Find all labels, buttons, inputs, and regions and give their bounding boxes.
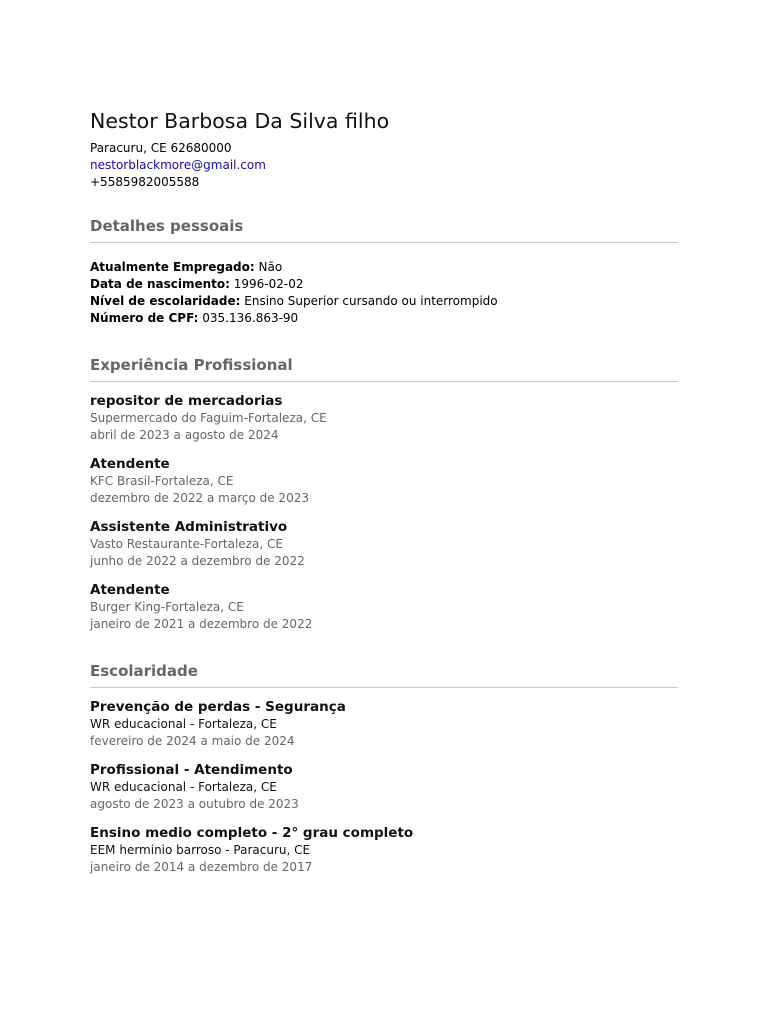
detail-value: 1996-02-02 <box>233 277 304 291</box>
job-title: Assistente Administrativo <box>90 519 288 535</box>
experience-list <box>90 392 678 633</box>
section-title-experience: Experiência Profissional <box>90 355 678 382</box>
personal-details-list <box>90 259 678 327</box>
contact-block <box>90 140 678 191</box>
candidate-name: Nestor Barbosa Da Silva filho <box>90 109 390 133</box>
detail-label: Número de CPF: <box>90 311 199 325</box>
detail-label: Nível de escolaridade: <box>90 294 241 308</box>
employer: Burger King-Fortaleza, CE <box>90 600 244 614</box>
detail-cpf <box>90 310 678 327</box>
education-entry <box>90 761 678 813</box>
course-dates: janeiro de 2014 a dezembro de 2017 <box>90 860 313 874</box>
job-dates: janeiro de 2021 a dezembro de 2022 <box>90 617 313 631</box>
course-title: Ensino medio completo - 2° grau completo <box>90 825 414 841</box>
course-title: Prevenção de perdas - Segurança <box>90 699 346 715</box>
experience-entry <box>90 518 678 570</box>
section-title-personal: Detalhes pessoais <box>90 216 678 243</box>
institution: WR educacional - Fortaleza, CE <box>90 780 277 794</box>
employer: KFC Brasil-Fortaleza, CE <box>90 474 234 488</box>
resume-page <box>90 106 678 887</box>
course-title: Profissional - Atendimento <box>90 762 293 778</box>
institution: WR educacional - Fortaleza, CE <box>90 717 277 731</box>
personal-details-section <box>90 216 678 327</box>
job-dates: dezembro de 2022 a março de 2023 <box>90 491 309 505</box>
education-list <box>90 698 678 876</box>
job-dates: abril de 2023 a agosto de 2024 <box>90 428 279 442</box>
institution: EEM herminio barroso - Paracuru, CE <box>90 843 311 857</box>
course-dates: fevereiro de 2024 a maio de 2024 <box>90 734 295 748</box>
experience-section <box>90 355 678 633</box>
address-text: Paracuru, CE 62680000 <box>90 141 232 155</box>
detail-value: Não <box>258 260 283 274</box>
job-title: Atendente <box>90 456 170 472</box>
detail-employed <box>90 259 678 276</box>
employer: Supermercado do Faguim-Fortaleza, CE <box>90 411 327 425</box>
course-dates: agosto de 2023 a outubro de 2023 <box>90 797 299 811</box>
job-dates: junho de 2022 a dezembro de 2022 <box>90 554 305 568</box>
detail-education-level <box>90 293 678 310</box>
education-entry <box>90 824 678 876</box>
detail-label: Atualmente Empregado: <box>90 260 255 274</box>
detail-value: 035.136.863-90 <box>202 311 299 325</box>
detail-label: Data de nascimento: <box>90 277 230 291</box>
education-section <box>90 661 678 876</box>
detail-value: Ensino Superior cursando ou interrompido <box>244 294 498 308</box>
job-title: Atendente <box>90 582 170 598</box>
experience-entry <box>90 455 678 507</box>
email-link[interactable]: nestorblackmore@gmail.com <box>90 158 266 172</box>
section-title-education: Escolaridade <box>90 661 678 688</box>
education-entry <box>90 698 678 750</box>
job-title: repositor de mercadorias <box>90 393 283 409</box>
experience-entry <box>90 392 678 444</box>
detail-birthdate <box>90 276 678 293</box>
phone-text: +5585982005588 <box>90 175 200 189</box>
employer: Vasto Restaurante-Fortaleza, CE <box>90 537 283 551</box>
experience-entry <box>90 581 678 633</box>
